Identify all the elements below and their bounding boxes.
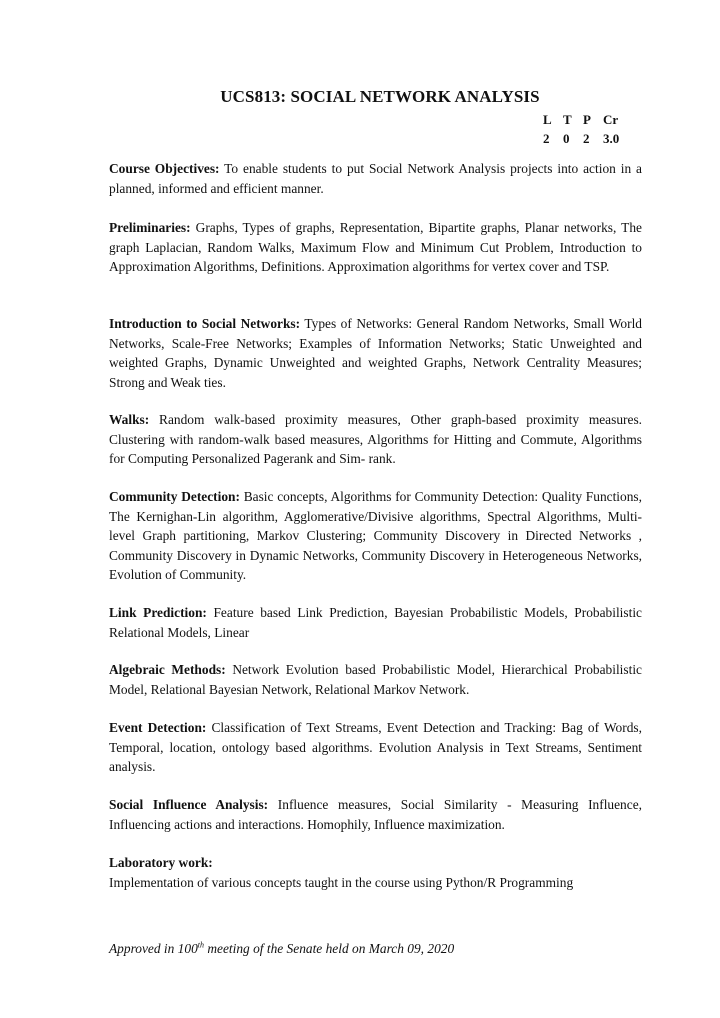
section-social-influence — [109, 795, 642, 834]
section-text: Graphs, Types of graphs, Representation, Bipartite graphs, Planar networks, The graph Laplacian, Random Walks, Maximum Flow and Minimum Cut Problem, Introduction to Approximation Algorithms, Definitions. Approximation algorithms for vertex cover and TSP. — [109, 220, 642, 274]
section-heading: Walks: — [109, 412, 150, 427]
section-walks — [109, 410, 642, 469]
section-text: Basic concepts, Algorithms for Community Detection: Quality Functions, The Kernighan-Lin algorithm, Agglomerative/Divisive algorithms, Spectral Algorithms, Multi-level Graph partitioning, Markov Clustering; Community Discovery in Directed Networks , Community Discovery in Dynamic Networks, Community Discovery in Heterogeneous Networks, Evolution of Community. — [109, 489, 642, 582]
ltpc-value-t: 0 — [563, 131, 570, 146]
lab-heading: Laboratory work: — [109, 855, 213, 870]
ltpc-table — [543, 110, 643, 148]
ltpc-value-l: 2 — [543, 131, 550, 146]
section-heading: Preliminaries: — [109, 220, 191, 235]
ltpc-header-p: P — [583, 112, 591, 127]
footer-superscript: th — [197, 940, 204, 950]
section-text: Random walk-based proximity measures, Other graph-based proximity measures. Clustering with random-walk based measures, Algorithms for Hitting and Commute, Algorithms for Computing Personalized Pagerank and Sim- rank. — [109, 412, 642, 466]
course-title: UCS813: SOCIAL NETWORK ANALYSIS — [220, 87, 540, 106]
section-community-detection — [109, 487, 642, 585]
section-link-prediction — [109, 603, 642, 642]
section-heading: Algebraic Methods: — [109, 662, 226, 677]
section-heading: Social Influence Analysis: — [109, 797, 269, 812]
ltpc-value-cr: 3.0 — [603, 131, 620, 146]
section-course-objectives — [109, 159, 642, 198]
section-heading: Course Objectives: — [109, 161, 220, 176]
section-intro-social-networks — [109, 314, 642, 392]
section-heading: Community Detection: — [109, 489, 240, 504]
section-text: Classification of Text Streams, Event Detection and Tracking: Bag of Words, Temporal, location, ontology based algorithms. Evolution Analysis in Text Streams, Sentiment analysis. — [109, 720, 642, 774]
section-text: Network Evolution based Probabilistic Model, Hierarchical Probabilistic Model, Relational Bayesian Network, Relational Markov Network. — [109, 662, 642, 697]
approval-footer — [109, 941, 454, 957]
section-heading: Link Prediction: — [109, 605, 207, 620]
footer-text-before: Approved in 100 — [109, 941, 198, 956]
ltpc-header-l: L — [543, 112, 552, 127]
ltpc-header-cr: Cr — [603, 112, 619, 127]
section-preliminaries — [109, 218, 642, 277]
ltpc-header-row — [543, 110, 643, 129]
section-algebraic-methods — [109, 660, 642, 699]
section-text: Feature based Link Prediction, Bayesian Probabilistic Models, Probabilistic Relational Models, Linear — [109, 605, 642, 640]
ltpc-value-row — [543, 129, 643, 148]
section-text: Types of Networks: General Random Networks, Small World Networks, Scale-Free Networks; Examples of Information Networks; Static Unweighted and weighted Graphs, Dynamic Unweighted and weighted Graphs, Network Centrality Measures; Strong and Weak ties. — [109, 316, 643, 390]
section-heading: Event Detection: — [109, 720, 207, 735]
section-heading: Introduction to Social Networks: — [109, 316, 301, 331]
footer-text-after: meeting of the Senate held on March 09, 2020 — [204, 941, 455, 956]
section-laboratory-work — [109, 853, 642, 892]
section-text: To enable students to put Social Network Analysis projects into action in a planned, informed and efficient manner. — [109, 161, 642, 196]
lab-text: Implementation of various concepts taught in the course using Python/R Programming — [109, 874, 574, 890]
ltpc-value-p: 2 — [583, 131, 590, 146]
ltpc-header-t: T — [563, 112, 572, 127]
section-event-detection — [109, 718, 642, 777]
section-text: Influence measures, Social Similarity - Measuring Influence, Influencing actions and interactions. Homophily, Influence maximization. — [109, 797, 642, 832]
